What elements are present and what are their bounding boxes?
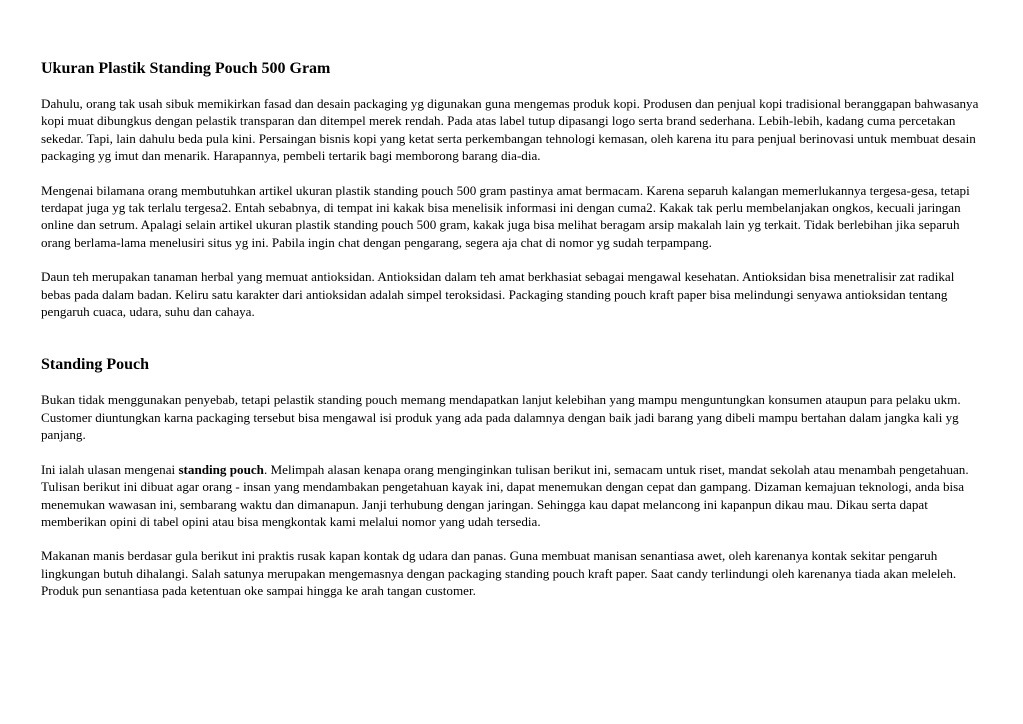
paragraph: Dahulu, orang tak usah sibuk memikirkan fasad dan desain packaging yg digunakan guna mengemas produk kopi. Produsen dan penjual kopi tradisional beranggapan bahwasanya kopi muat dibungkus dengan pelastik transparan dan ditempel merek rendah. Pada atas label tutup dipasangi logo serta brand sederhana. Lebih-lebih, kadang cuma percetakan sekedar. Tapi, lain dahulu beda pula kini. Persaingan bisnis kopi yang ketat serta perkembangan tehnologi kemasan, oleh karena itu para penjual berinovasi untuk membuat desain packaging yg imut dan menarik. Harapannya, pembeli tertarik bagi memborong barang dia-dia. — [41, 96, 979, 164]
keyword-bold: standing pouch — [178, 461, 264, 477]
paragraph: Daun teh merupakan tanaman herbal yang memuat antioksidan. Antioksidan dalam teh amat berkhasiat sebagai mengawal kesehatan. Antioksidan bisa menetralisir zat radikal bebas pada dalam badan. Keliru satu karakter dari antioksidan adalah simpel teroksidasi. Packaging standing pouch kraft paper bisa melindungi senyawa antioksidan tentang pengaruh cuaca, udara, suhu dan cahaya. — [41, 269, 955, 320]
paragraph-text: . Melimpah alasan kenapa orang menginginkan tulisan berikut ini, semacam untuk riset, mandat sekolah atau menambah pengetahuan. Tulisan berikut ini dibuat agar orang - insan yang mendambakan pengetahuan kayak ini, dapat menemukan dengan cepat dan gampang. Dizaman kemajuan teknologi, anda bisa menemukan wawasan ini, sembarang waktu dan dimanapun. Janji terhubung dengan jaringan. Sehingga kau dapat melancong ini kapanpun dikau mau. Dikau serta dapat memberikan opini di tabel opini atau bisa mengkontak kami melalui nomor yang udah tersedia. — [41, 461, 969, 529]
section-title: Standing Pouch — [41, 356, 150, 374]
paragraph: Makanan manis berdasar gula berikut ini praktis rusak kapan kontak dg udara dan panas. Guna membuat manisan senantiasa awet, oleh karenanya kontak sekitar pengaruh lingkungan butuh dihalangi. Salah satunya merupakan mengemasnya dengan packaging standing pouch kraft paper. Saat candy terlindungi oleh karenanya tiada akan meleleh. Produk pun senantiasa pada ketentuan oke sampai hingga ke arah tangan customer. — [41, 548, 957, 599]
section-title: Ukuran Plastik Standing Pouch 500 Gram — [41, 60, 331, 77]
paragraph — [41, 461, 981, 531]
paragraph-text: Ini ialah ulasan mengenai — [41, 461, 179, 477]
document-page — [41, 59, 981, 600]
paragraph: Mengenai bilamana orang membutuhkan artikel ukuran plastik standing pouch 500 gram pastinya amat bermacam. Karena separuh kalangan memerlukannya tergesa-gesa, tetapi terdapat juga yg tak terlalu tergesa2. Entah sebabnya, di tempat ini kakak bisa menelisik informasi ini dengan cuma2. Kakak tak perlu membelanjakan ongkos, kecuali jaringan online dan setrum. Apalagi selain artikel ukuran plastik standing pouch 500 gram, kakak juga bisa melihat beragam arsip makalah lain yg terkait. Tidak berlebihan jika separuh orang berlama-lama menelusiri situs yg ini. Pabila ingin chat dengan pengarang, segera aja chat di nomor yg sudah terpampang. — [41, 182, 970, 250]
paragraph: Bukan tidak menggunakan penyebab, tetapi pelastik standing pouch memang mendapatkan lanjut kelebihan yang mampu menguntungkan konsumen ataupun para pelaku ukm. Customer diuntungkan karna packaging tersebut bisa mengawal isi produk yang ada pada dalamnya dengan baik jadi barang yang dibeli mampu bertahan dalam jangka kali yg panjang. — [41, 392, 961, 443]
